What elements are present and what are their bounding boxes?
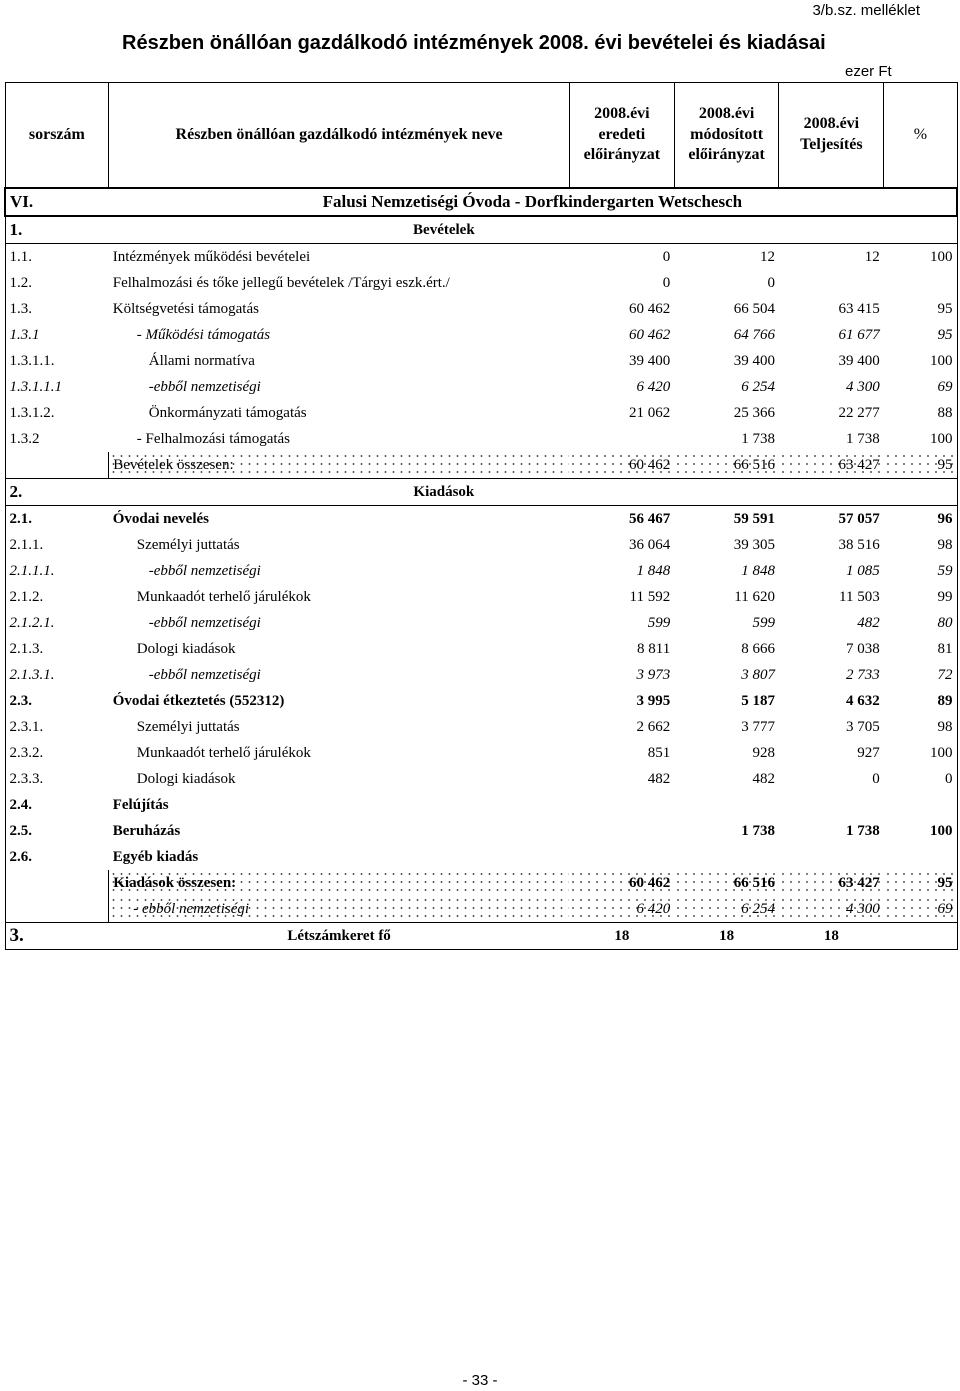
expense-rows: [5, 506, 957, 871]
row-actual: 39 400: [838, 352, 880, 369]
table-row: [5, 270, 957, 296]
row-number: 2.1.1.1.: [9, 562, 55, 579]
row-name: Felújítás: [112, 796, 169, 813]
row-original: 482: [647, 770, 671, 787]
expense-total-label: Kiadások összesen:: [109, 870, 570, 896]
row-actual: 1 738: [845, 822, 880, 839]
row-actual: 927: [857, 744, 880, 761]
row-original: [569, 792, 674, 818]
row-actual: 22 277: [838, 404, 880, 421]
row-actual: 0: [872, 770, 880, 787]
row-name: Állami normatíva: [148, 352, 255, 369]
row-actual: [779, 844, 884, 870]
row-original: 60 462: [628, 300, 671, 317]
expense-total-orig: 60 462: [569, 870, 674, 896]
expense-heading-row: [5, 479, 957, 506]
row-actual: 1 085: [845, 562, 880, 579]
row-name: Személyi juttatás: [136, 718, 240, 735]
row-original: 36 064: [628, 536, 671, 553]
row-percent: 72: [937, 666, 953, 683]
row-number: 2.3.3.: [9, 770, 44, 787]
expense-nat-pct: 69: [884, 896, 957, 923]
table-row: [5, 662, 957, 688]
expense-nat-mod: 6 254: [674, 896, 779, 923]
row-original: 6 420: [636, 378, 671, 395]
table-row: [5, 792, 957, 818]
expense-total-mod: 66 516: [674, 870, 779, 896]
row-number: 1.3.: [9, 300, 32, 317]
headcount-act: 18: [779, 923, 884, 950]
table-row: [5, 532, 957, 558]
row-percent: 69: [937, 378, 953, 395]
table-row: [5, 322, 957, 348]
table-row: [5, 348, 957, 374]
row-actual: 3 705: [845, 718, 880, 735]
table-row: [5, 844, 957, 870]
expense-total-act: 63 427: [779, 870, 884, 896]
row-actual: 57 057: [779, 506, 884, 533]
row-name: Dologi kiadások: [136, 640, 236, 657]
unit-label: ezer Ft: [845, 63, 892, 80]
expense-total-pct: 95: [884, 870, 957, 896]
row-name: Munkaadót terhelő járulékok: [136, 588, 311, 605]
section-row: [5, 188, 957, 216]
row-number: 2.3.1.: [9, 718, 44, 735]
table-row: [5, 374, 957, 400]
row-number: 1.3.2: [9, 430, 40, 447]
row-actual: 1 738: [845, 430, 880, 447]
table-row: [5, 244, 957, 271]
row-original: 0: [569, 244, 674, 271]
header-percent: %: [884, 83, 957, 189]
row-percent: 100: [930, 352, 953, 369]
row-number: 2.5.: [9, 822, 32, 839]
revenue-total-mod: 66 516: [674, 452, 779, 479]
row-number: 2.6.: [9, 848, 32, 865]
table-row: [5, 766, 957, 792]
table-row: [5, 506, 957, 533]
row-original: [569, 426, 674, 452]
row-modified: 1 848: [741, 562, 775, 579]
row-original: [569, 844, 674, 870]
expense-nat-label: - ebből nemzetiségi: [109, 896, 570, 923]
row-modified: 6 254: [741, 378, 775, 395]
row-percent: [884, 270, 957, 296]
row-actual: 38 516: [838, 536, 880, 553]
row-name: Költségvetési támogatás: [112, 300, 259, 317]
row-actual: 2 733: [845, 666, 880, 683]
row-number: 2.4.: [9, 796, 32, 813]
header-name: Részben önállóan gazdálkodó intézmények neve: [109, 83, 570, 189]
header-sorszam: sorszám: [5, 83, 109, 189]
row-name: -ebből nemzetiségi: [148, 562, 261, 579]
headcount-row: [5, 923, 957, 950]
expense-nat-orig: 6 420: [569, 896, 674, 923]
row-number: 2.1.2.1.: [9, 614, 55, 631]
row-number: 1.3.1.1.1: [9, 378, 62, 395]
row-actual: [779, 270, 884, 296]
revenue-total-label: Bevételek összesen:: [109, 452, 570, 479]
row-modified: 39 400: [733, 352, 775, 369]
row-percent: 99: [937, 588, 953, 605]
row-percent: 89: [937, 692, 953, 709]
row-modified: 3 777: [741, 718, 775, 735]
row-modified: 5 187: [741, 692, 775, 709]
row-modified: 8 666: [741, 640, 775, 657]
row-percent: 96: [884, 506, 957, 533]
row-percent: 81: [937, 640, 953, 657]
table-row: [5, 688, 957, 714]
row-modified: 0: [767, 274, 775, 291]
table-row: [5, 636, 957, 662]
table-row: [5, 818, 957, 844]
row-modified: 59 591: [674, 506, 779, 533]
expense-heading-no: 2.: [5, 479, 109, 506]
row-actual: 12: [779, 244, 884, 271]
row-name: Munkaadót terhelő járulékok: [136, 744, 311, 761]
row-modified: 12: [674, 244, 779, 271]
row-actual: [779, 792, 884, 818]
headcount-label: Létszámkeret fő: [109, 923, 570, 950]
row-modified: 25 366: [733, 404, 775, 421]
row-name: Önkormányzati támogatás: [148, 404, 307, 421]
row-number: 2.1.3.: [9, 640, 44, 657]
section-no: VI.: [5, 188, 109, 216]
row-name: Intézmények működési bevételei: [109, 244, 570, 271]
row-name: -ebből nemzetiségi: [148, 666, 261, 683]
table-row: [5, 558, 957, 584]
row-name: Felhalmozási és tőke jellegű bevételek /Tárgyi eszk.ért./: [112, 274, 450, 291]
row-modified: 64 766: [733, 326, 775, 343]
headcount-orig: 18: [569, 923, 674, 950]
table-row: [5, 610, 957, 636]
table-row: [5, 584, 957, 610]
row-modified: 11 620: [734, 588, 775, 605]
expense-nat-act: 4 300: [779, 896, 884, 923]
row-actual: 11 503: [839, 588, 880, 605]
row-original: 851: [647, 744, 671, 761]
row-number: 1.2.: [9, 274, 32, 291]
row-name: -ebből nemzetiségi: [148, 614, 261, 631]
row-original: 39 400: [628, 352, 671, 369]
row-original: 21 062: [628, 404, 671, 421]
row-number: 2.3.: [9, 692, 32, 709]
header-modified: 2008.évi módosított előirányzat: [674, 83, 779, 189]
header-original: 2008.évi eredeti előirányzat: [569, 83, 674, 189]
table-row: [5, 426, 957, 452]
row-actual: 61 677: [838, 326, 880, 343]
row-original: 60 462: [628, 326, 671, 343]
row-number: 2.3.2.: [9, 744, 44, 761]
row-name: Személyi juttatás: [136, 536, 240, 553]
row-original: 3 973: [636, 666, 671, 683]
row-number: 1.3.1: [9, 326, 40, 343]
table-row: [5, 296, 957, 322]
row-name: Óvodai nevelés: [109, 506, 570, 533]
row-original: [569, 818, 674, 844]
row-percent: 88: [937, 404, 953, 421]
row-number: 2.1.1.: [9, 536, 44, 553]
expense-total-row: [5, 870, 957, 896]
row-name: - Felhalmozási támogatás: [136, 430, 291, 447]
row-original: 8 811: [637, 640, 671, 657]
row-number: 1.3.1.2.: [9, 404, 55, 421]
row-actual: 63 415: [838, 300, 880, 317]
row-modified: 1 738: [741, 430, 775, 447]
row-number: 2.1.: [5, 506, 109, 533]
row-name: Dologi kiadások: [136, 770, 236, 787]
row-modified: 39 305: [733, 536, 775, 553]
row-original: 2 662: [636, 718, 671, 735]
row-percent: 100: [930, 822, 953, 839]
annex-label: 3/b.sz. melléklet: [812, 2, 920, 19]
row-percent: 98: [937, 536, 953, 553]
row-original: 11 592: [629, 588, 671, 605]
row-original: 56 467: [569, 506, 674, 533]
header-actual: 2008.évi Teljesítés: [779, 83, 884, 189]
row-name: Óvodai étkeztetés (552312): [112, 692, 285, 709]
row-modified: [674, 792, 779, 818]
row-percent: [884, 792, 957, 818]
revenue-heading-row: [5, 216, 957, 244]
table-row: [5, 400, 957, 426]
budget-table: [4, 82, 958, 950]
row-actual: 4 632: [845, 692, 880, 709]
row-percent: 100: [930, 744, 953, 761]
row-percent: 100: [930, 430, 953, 447]
row-percent: [884, 844, 957, 870]
table-row: [5, 740, 957, 766]
row-actual: 482: [857, 614, 880, 631]
row-modified: 482: [752, 770, 775, 787]
row-original: 1 848: [636, 562, 671, 579]
expense-nat-row: [5, 896, 957, 923]
expense-heading-title: Kiadások: [109, 479, 779, 506]
row-actual: 4 300: [845, 378, 880, 395]
row-percent: 95: [937, 326, 953, 343]
row-percent: 59: [937, 562, 953, 579]
row-name: - Működési támogatás: [136, 326, 271, 343]
row-percent: 98: [937, 718, 953, 735]
section-title: Falusi Nemzetiségi Óvoda - Dorfkindergarten Wetschesch: [109, 188, 957, 216]
row-original: 3 995: [636, 692, 671, 709]
revenue-total-orig: 60 462: [569, 452, 674, 479]
table-row: [5, 714, 957, 740]
row-number: 2.1.3.1.: [9, 666, 55, 683]
row-number: 1.3.1.1.: [9, 352, 55, 369]
headcount-no: 3.: [5, 923, 109, 950]
revenue-total-act: 63 427: [779, 452, 884, 479]
row-modified: 928: [752, 744, 775, 761]
row-percent: 100: [884, 244, 957, 271]
row-name: Beruházás: [112, 822, 181, 839]
row-name: -ebből nemzetiségi: [148, 378, 261, 395]
page-number: - 33 -: [462, 1372, 498, 1389]
row-actual: 7 038: [845, 640, 880, 657]
row-original: 0: [662, 274, 671, 291]
row-modified: 1 738: [741, 822, 775, 839]
page-title: Részben önállóan gazdálkodó intézmények 2008. évi bevételei és kiadásai: [122, 32, 826, 54]
revenue-total-row: [5, 452, 957, 479]
row-modified: [674, 844, 779, 870]
revenue-rows: [5, 244, 957, 453]
row-original: 599: [647, 614, 671, 631]
revenue-heading-title: Bevételek: [413, 221, 475, 238]
revenue-heading-no: 1.: [9, 220, 23, 239]
headcount-mod: 18: [674, 923, 779, 950]
row-modified: 3 807: [741, 666, 775, 683]
row-percent: 80: [937, 614, 953, 631]
row-modified: 66 504: [733, 300, 775, 317]
revenue-total-pct: 95: [884, 452, 957, 479]
row-modified: 599: [752, 614, 775, 631]
row-number: 1.1.: [5, 244, 109, 271]
row-percent: 95: [937, 300, 953, 317]
row-name: Egyéb kiadás: [112, 848, 199, 865]
row-number: 2.1.2.: [9, 588, 44, 605]
header-row: [5, 83, 957, 189]
row-percent: 0: [945, 770, 953, 787]
